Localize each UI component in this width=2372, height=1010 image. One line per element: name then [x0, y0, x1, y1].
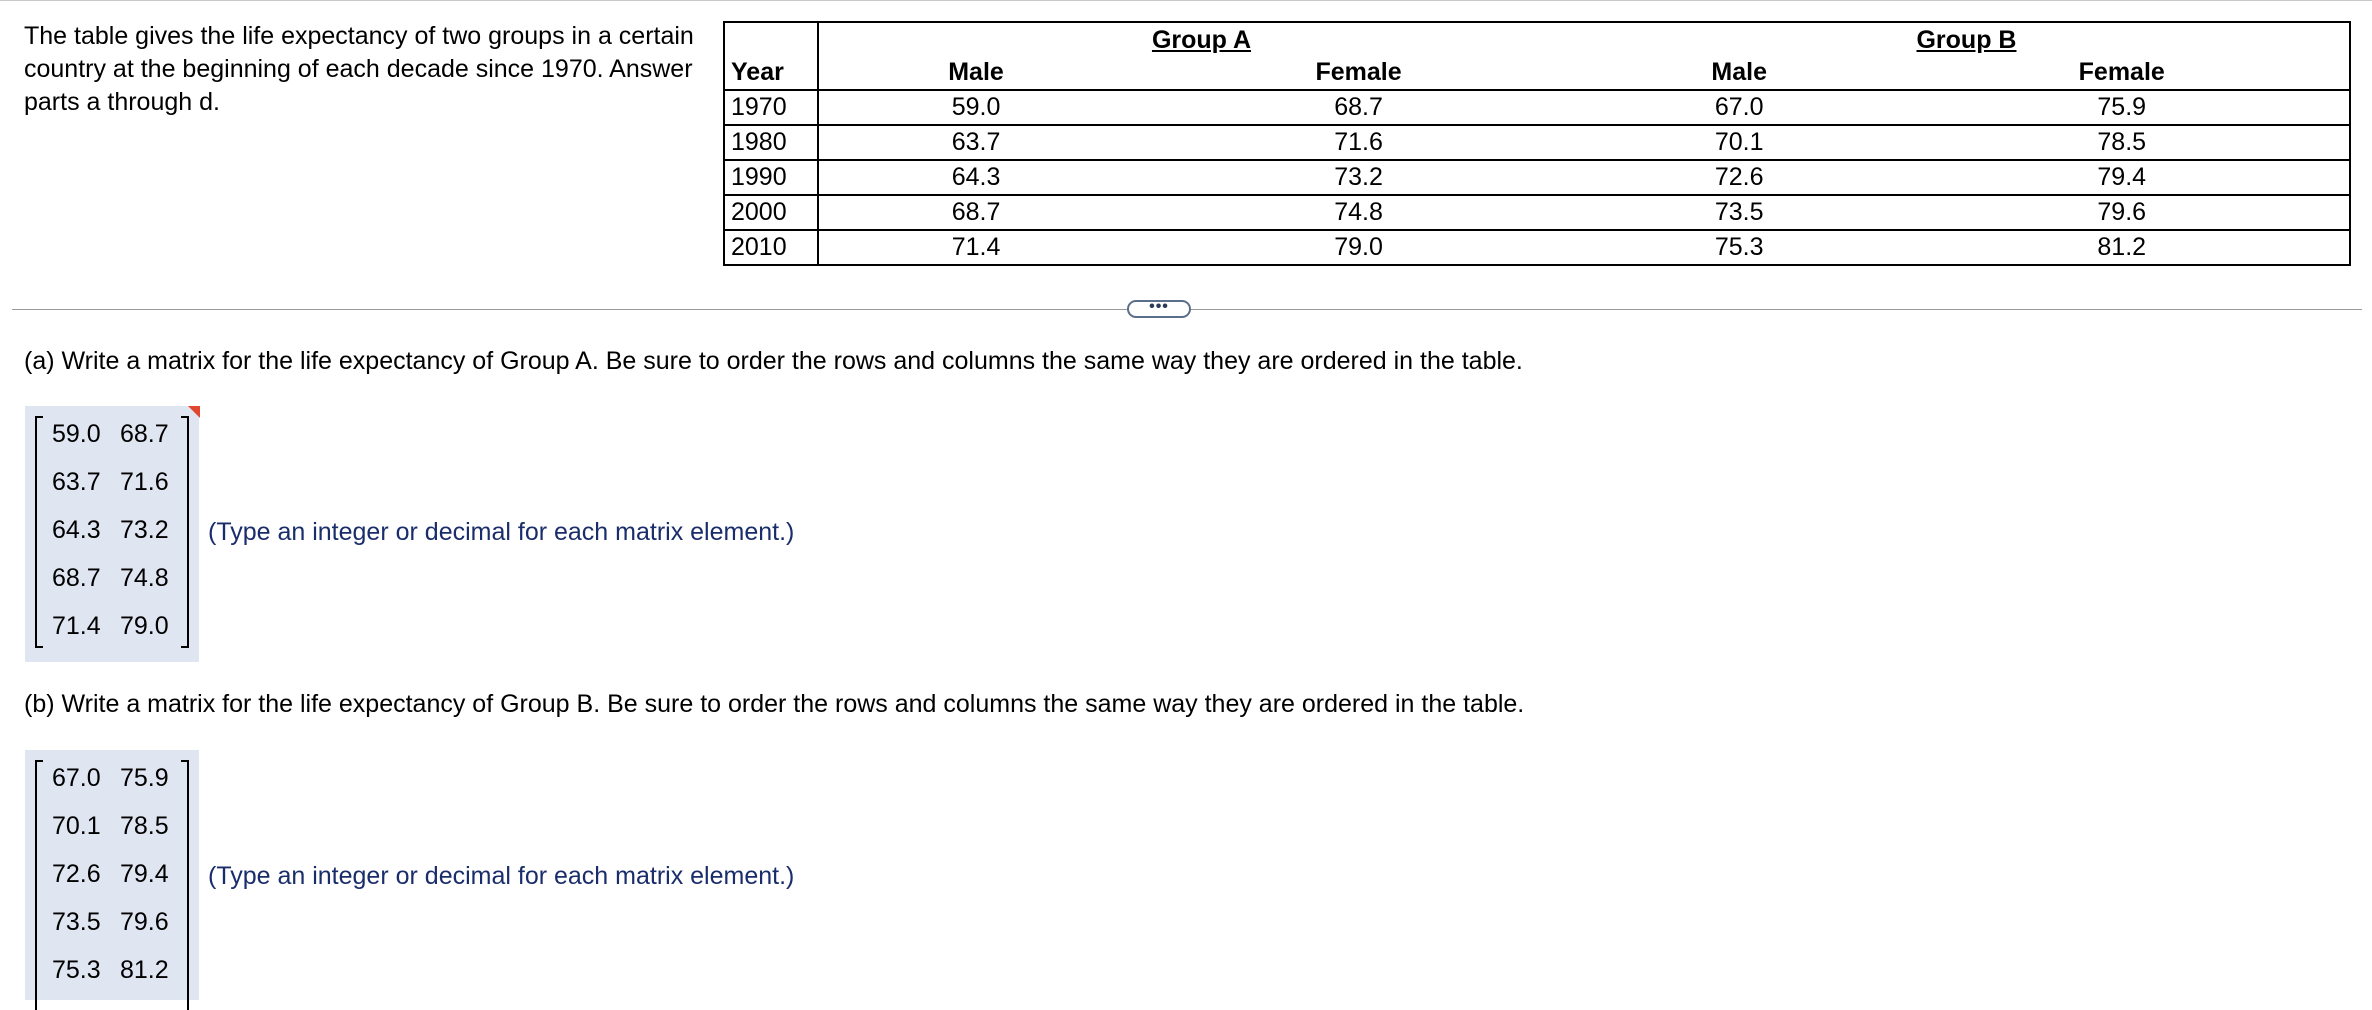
group-b-male-cell: 75.3	[1714, 233, 1764, 261]
table-row	[724, 195, 2350, 230]
matrix-cell[interactable]: 68.7	[52, 564, 101, 592]
matrix-cell[interactable]: 68.7	[120, 420, 169, 448]
matrix-row	[52, 468, 172, 516]
matrix-cell[interactable]: 78.5	[120, 812, 169, 840]
group-b-female-cell: 79.4	[2097, 163, 2147, 191]
matrix-cell[interactable]: 67.0	[52, 764, 101, 792]
group-a-matrix-input[interactable]	[25, 406, 199, 662]
table-corner	[724, 22, 818, 56]
life-expectancy-table	[723, 21, 2351, 266]
group-a-male-header: Male	[948, 58, 1004, 86]
group-a-female-cell: 68.7	[1334, 93, 1383, 121]
year-cell: 1970	[724, 90, 818, 125]
group-a-female-cell: 79.0	[1334, 233, 1383, 261]
group-b-female-cell: 78.5	[2097, 128, 2147, 156]
matrix-row	[52, 420, 172, 468]
matrix-cell[interactable]: 73.2	[120, 516, 169, 544]
matrix-row	[52, 956, 172, 1004]
matrix-cell[interactable]: 71.6	[120, 468, 169, 496]
year-cell: 1990	[724, 160, 818, 195]
right-bracket	[181, 760, 189, 1010]
part-a-hint: (Type an integer or decimal for each matrix element.)	[208, 518, 795, 546]
group-b-male-cell: 72.6	[1714, 163, 1764, 191]
part-b-hint: (Type an integer or decimal for each matrix element.)	[208, 862, 795, 890]
matrix-row	[52, 860, 172, 908]
group-b-header: Group B	[1916, 25, 2017, 54]
part-b-question: (b) Write a matrix for the life expectancy of Group B. Be sure to order the rows and columns the same way they are ordered in the table.	[24, 690, 1525, 718]
group-a-female-cell: 71.6	[1334, 128, 1383, 156]
matrix-cell[interactable]: 81.2	[120, 956, 169, 984]
group-b-female-header: Female	[2078, 58, 2165, 86]
year-cell: 1980	[724, 125, 818, 160]
matrix-cell[interactable]: 74.8	[120, 564, 169, 592]
group-a-male-cell: 71.4	[951, 233, 1001, 261]
group-b-male-cell: 70.1	[1714, 128, 1764, 156]
group-a-female-cell: 73.2	[1334, 163, 1383, 191]
group-b-matrix-input[interactable]	[25, 750, 199, 1000]
matrix-cell[interactable]: 79.0	[120, 612, 169, 640]
table-row	[724, 230, 2350, 265]
matrix-cell[interactable]: 72.6	[52, 860, 101, 888]
group-b-male-header: Male	[1711, 58, 1768, 86]
matrix-cell[interactable]: 79.4	[120, 860, 169, 888]
matrix-cell[interactable]: 73.5	[52, 908, 101, 936]
part-a-question: (a) Write a matrix for the life expectancy of Group A. Be sure to order the rows and columns the same way they are ordered in the table.	[24, 347, 1523, 375]
matrix-cell[interactable]: 70.1	[52, 812, 101, 840]
group-a-female-header: Female	[1315, 58, 1402, 86]
group-b-male-cell: 67.0	[1714, 93, 1764, 121]
matrix-cell[interactable]: 64.3	[52, 516, 101, 544]
matrix-row	[52, 764, 172, 812]
incorrect-flag-icon	[188, 406, 200, 418]
table-row	[724, 160, 2350, 195]
group-a-male-cell: 63.7	[951, 128, 1001, 156]
matrix-cell[interactable]: 75.9	[120, 764, 169, 792]
matrix-cell[interactable]: 63.7	[52, 468, 101, 496]
year-column-header: Year	[724, 56, 818, 90]
right-bracket	[181, 416, 189, 648]
group-a-male-cell: 59.0	[951, 93, 1001, 121]
matrix-row	[52, 564, 172, 612]
top-divider	[0, 0, 2372, 1]
group-a-female-cell: 74.8	[1334, 198, 1383, 226]
matrix-row	[52, 516, 172, 564]
group-a-header: Group A	[1151, 25, 1252, 54]
group-b-male-cell: 73.5	[1714, 198, 1764, 226]
group-b-female-cell: 79.6	[2097, 198, 2147, 226]
expand-content-button[interactable]: •••	[1127, 300, 1191, 318]
matrix-row	[52, 812, 172, 860]
matrix-cell[interactable]: 59.0	[52, 420, 101, 448]
group-b-female-cell: 81.2	[2097, 233, 2147, 261]
matrix-cell[interactable]: 71.4	[52, 612, 101, 640]
matrix-cell[interactable]: 79.6	[120, 908, 169, 936]
group-a-male-cell: 68.7	[951, 198, 1001, 226]
group-a-male-cell: 64.3	[951, 163, 1001, 191]
matrix-cell[interactable]: 75.3	[52, 956, 101, 984]
year-cell: 2000	[724, 195, 818, 230]
intro-text: The table gives the life expectancy of two groups in a certain country at the beginning of each decade since 1970. Answer parts a through d.	[24, 22, 694, 116]
matrix-row	[52, 908, 172, 956]
left-bracket	[35, 760, 43, 1010]
table-row	[724, 90, 2350, 125]
group-b-female-cell: 75.9	[2097, 93, 2147, 121]
matrix-row	[52, 612, 172, 660]
left-bracket	[35, 416, 43, 648]
table-row	[724, 125, 2350, 160]
year-cell: 2010	[724, 230, 818, 265]
